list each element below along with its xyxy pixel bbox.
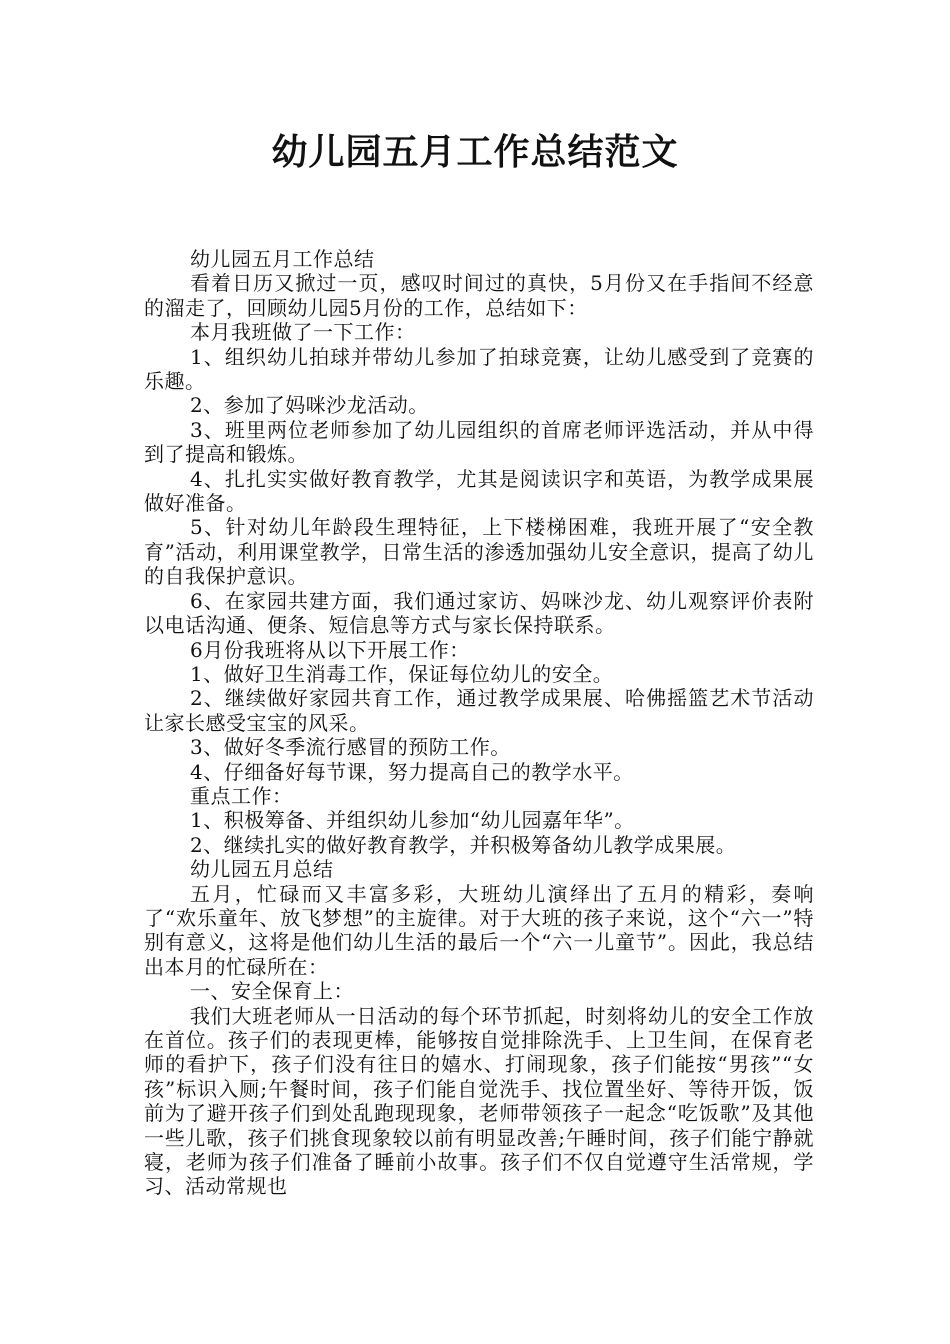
list-item: 1、积极筹备、并组织幼儿参加“幼儿园嘉年华”。 — [190, 808, 635, 833]
list-item: 2、继续扎实的做好教育教学，并积极筹备幼儿教学成果展。 — [190, 832, 737, 857]
list-item: 2、参加了妈咪沙龙活动。 — [190, 393, 429, 418]
list-item: 3、做好冬季流行感冒的预防工作。 — [190, 735, 511, 760]
list-item: 4、扎扎实实做好教育教学，尤其是阅读识字和英语，为教学成果展做好准备。 — [144, 466, 814, 516]
list-item: 4、仔细备好每节课，努力提高自己的教学水平。 — [190, 759, 634, 784]
paragraph: 重点工作： — [190, 783, 293, 808]
paragraph: 6月份我班将从以下开展工作： — [190, 637, 470, 662]
section-heading: 幼儿园五月工作总结 — [190, 247, 375, 271]
list-item: 5、针对幼儿年龄段生理特征，上下楼梯困难，我班开展了“安全教育”活动，利用课堂教学，日常生活的渗透加强幼儿安全意识，提高了幼儿的自我保护意识。 — [144, 515, 814, 589]
list-item: 1、组织幼儿拍球并带幼儿参加了拍球竞赛，让幼儿感受到了竞赛的乐趣。 — [144, 344, 814, 394]
list-item: 2、继续做好家园共育工作，通过教学成果展、哈佛摇篮艺术节活动让家长感受宝宝的风采。 — [144, 686, 814, 735]
section-heading: 幼儿园五月总结 — [190, 857, 334, 882]
paragraph: 本月我班做了一下工作： — [190, 320, 416, 345]
paragraph: 五月，忙碌而又丰富多彩，大班幼儿演绎出了五月的精彩，奏响了“欢乐童年、放飞梦想”的主旋律。对于大班的孩子来说，这个“六一”特别有意义，这将是他们幼儿生活的最后一个“六一儿童节”。因此，我总结出本月的忙碌所在： — [144, 881, 814, 979]
paragraph: 我们大班老师从一日活动的每个环节抓起，时刻将幼儿的安全工作放在首位。孩子们的表现更棒，能够按自觉排除洗手、上卫生间，在保育老师的看护下，孩子们没有往日的嬉水、打闹现象，孩子们能按“男孩”“女孩”标识入厕;午餐时间，孩子们能自觉洗手、找位置坐好、等待开饭，饭前为了避开孩子们到处乱跑现现象，老师带领孩子一起念“吃饭歌”及其他一些儿歌，孩子们挑食现象较以前有明显改善;午睡时间，孩子们能宁静就寝，老师为孩子们准备了睡前小故事。孩子们不仅自觉遵守生活常规，学习、活动常规也 — [144, 1003, 814, 1199]
subsection-heading: 一、安全保育上： — [190, 979, 354, 1004]
paragraph: 看着日历又掀过一页，感叹时间过的真快，5月份又在手指间不经意的溜走了，回顾幼儿园5月份的工作，总结如下： — [144, 271, 814, 320]
list-item: 1、做好卫生消毒工作，保证每位幼儿的安全。 — [190, 661, 614, 686]
list-item: 6、在家园共建方面，我们通过家访、妈咪沙龙、幼儿观察评价表附以电话沟通、便条、短信息等方式与家长保持联系。 — [144, 588, 814, 638]
document-body — [144, 247, 814, 1199]
document-title: 幼儿园五月工作总结范文 — [271, 131, 679, 173]
list-item: 3、班里两位老师参加了幼儿园组织的首席老师评选活动，并从中得到了提高和锻炼。 — [144, 417, 814, 467]
